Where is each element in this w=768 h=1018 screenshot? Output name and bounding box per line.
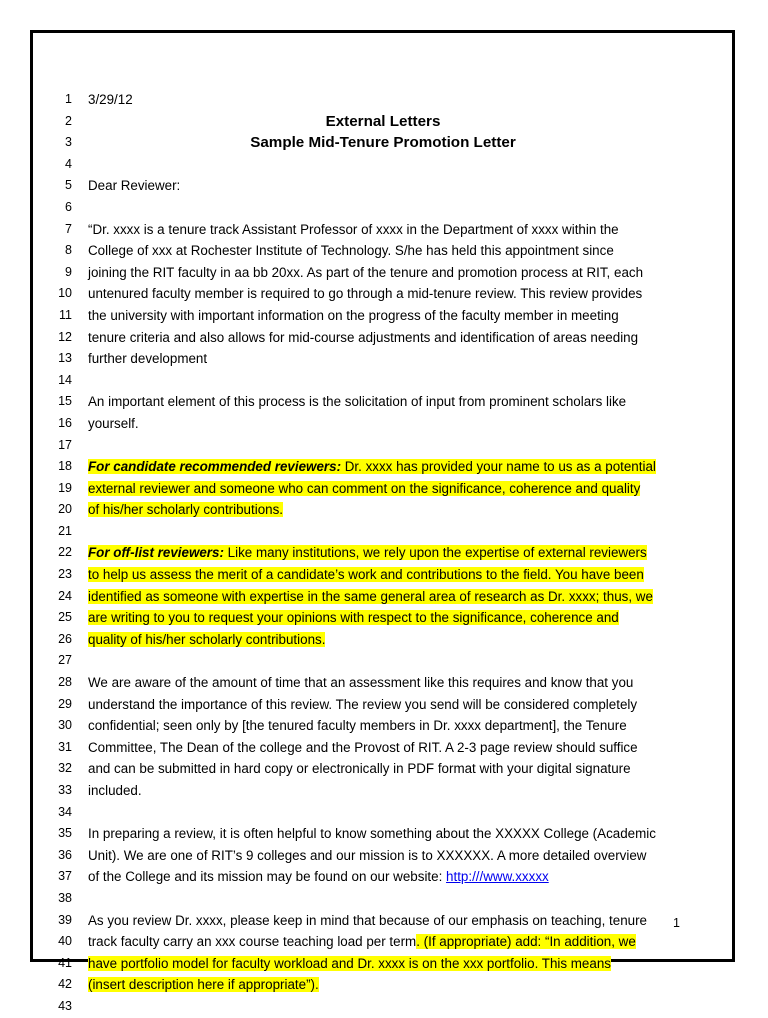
line-number: 21 (58, 523, 72, 538)
highlighted-text: (insert description here if appropriate”). (88, 977, 319, 993)
paragraph-line: An important element of this process is the solicitation of input from prominent scholars like (88, 394, 627, 410)
line-number: 18 (58, 459, 72, 474)
line-number: 15 (58, 394, 72, 409)
line-number: 34 (58, 804, 72, 819)
paragraph-line: Unit). We are one of RIT’s 9 colleges and our mission is to XXXXXX. A more detailed overview (88, 847, 647, 863)
paragraph-line: joining the RIT faculty in aa bb 20xx. As part of the tenure and promotion process at RIT, each (88, 264, 644, 280)
highlighted-line (88, 478, 678, 500)
paragraph-line: untenured faculty member is required to go through a mid-tenure review. This review provides (88, 286, 643, 302)
line-number: 16 (58, 415, 72, 430)
line-number: 30 (58, 718, 72, 733)
highlighted-line (88, 586, 678, 608)
paragraph-line: the university with important information on the progress of the faculty member in meeting (88, 307, 619, 323)
paragraph-line (88, 931, 678, 953)
line-number-gutter (50, 89, 72, 1018)
line-number: 5 (65, 178, 72, 193)
line-number: 42 (58, 977, 72, 992)
line-number: 6 (65, 199, 72, 214)
paragraph-line: Committee, The Dean of the college and the Provost of RIT. A 2-3 page review should suffice (88, 739, 638, 755)
line-number: 3 (65, 135, 72, 150)
line-number: 7 (65, 221, 72, 236)
line-number: 2 (65, 113, 72, 128)
line-number: 28 (58, 675, 72, 690)
line-number: 22 (58, 545, 72, 560)
line-number: 29 (58, 696, 72, 711)
line-number: 13 (58, 351, 72, 366)
highlighted-text: Like many institutions, we rely upon the expertise of external reviewers (223, 545, 647, 561)
letter-body (88, 89, 678, 1018)
paragraph-text: of the College and its mission may be found on our website: (88, 869, 447, 885)
highlighted-text: have portfolio model for faculty workload and Dr. xxxx is on the xxx portfolio. This means (88, 955, 611, 971)
line-number: 17 (58, 437, 72, 452)
line-number: 26 (58, 631, 72, 646)
line-number: 43 (58, 998, 72, 1013)
paragraph-line: In preparing a review, it is often helpful to know something about the XXXXX College (Academic (88, 826, 656, 842)
line-number: 4 (65, 156, 72, 171)
paragraph-line: further development (88, 351, 208, 367)
highlighted-line (88, 499, 678, 521)
salutation: Dear Reviewer: (88, 178, 181, 194)
line-number: 27 (58, 653, 72, 668)
line-number: 23 (58, 567, 72, 582)
website-link[interactable]: http:///www.xxxxx (446, 869, 549, 885)
paragraph-line: understand the importance of this review. The review you send will be considered completely (88, 696, 638, 712)
line-number: 39 (58, 912, 72, 927)
line-number: 20 (58, 502, 72, 517)
highlighted-line (88, 953, 678, 975)
highlighted-text: to help us assess the merit of a candidate’s work and contributions to the field. You have been (88, 567, 644, 583)
highlighted-text: of his/her scholarly contributions. (88, 502, 284, 518)
highlighted-line (88, 607, 678, 629)
highlighted-text: Dr. xxxx has provided your name to us as a potential (341, 459, 656, 475)
highlighted-line (88, 542, 678, 564)
page-subtitle: Sample Mid-Tenure Promotion Letter (250, 134, 516, 152)
line-number: 38 (58, 890, 72, 905)
line-number: 35 (58, 826, 72, 841)
paragraph-line (88, 866, 678, 888)
off-list-reviewers-label: For off-list reviewers: (88, 545, 224, 561)
paragraph-line: confidential; seen only by [the tenured faculty members in Dr. xxxx department], the Tenure (88, 718, 627, 734)
paragraph-line: and can be submitted in hard copy or electronically in PDF format with your digital signature (88, 761, 631, 777)
line-number: 33 (58, 783, 72, 797)
paragraph-line: included. (88, 783, 142, 798)
line-number: 25 (58, 610, 72, 625)
highlighted-line (88, 629, 678, 651)
line-number: 1 (65, 92, 72, 106)
paragraph-line: tenure criteria and also allows for mid-course adjustments and identification of areas needing (88, 329, 639, 345)
line-number: 37 (58, 869, 72, 884)
highlighted-line (88, 456, 678, 478)
line-number: 36 (58, 847, 72, 862)
highlighted-text: external reviewer and someone who can comment on the significance, coherence and quality (88, 480, 641, 496)
highlighted-text: identified as someone with expertise in the same general area of research as Dr. xxxx; thus, we (88, 588, 653, 604)
paragraph-line: As you review Dr. xxxx, please keep in mind that because of our emphasis on teaching, tenure (88, 912, 647, 928)
line-number: 19 (58, 480, 72, 495)
highlighted-line (88, 974, 678, 996)
line-number: 10 (58, 286, 72, 301)
page-number: 1 (673, 916, 680, 930)
line-number: 24 (58, 588, 72, 603)
highlighted-text: quality of his/her scholarly contributions. (88, 631, 326, 647)
candidate-reviewers-label: For candidate recommended reviewers: (88, 459, 342, 475)
paragraph-line: “Dr. xxxx is a tenure track Assistant Professor of xxxx in the Department of xxxx within the (88, 221, 619, 237)
line-number: 12 (58, 329, 72, 344)
highlighted-line (88, 564, 678, 586)
paragraph-line: We are aware of the amount of time that an assessment like this requires and know that you (88, 675, 634, 691)
date: 3/29/12 (88, 92, 133, 107)
line-number: 14 (58, 372, 72, 387)
line-number: 8 (65, 243, 72, 258)
paragraph-line: College of xxx at Rochester Institute of Technology. S/he has held this appointment since (88, 243, 614, 259)
line-number: 32 (58, 761, 72, 776)
highlighted-text: . (If appropriate) add: “In addition, we (416, 934, 636, 950)
line-number: 9 (65, 264, 72, 279)
paragraph-text: track faculty carry an xxx course teaching load per term (88, 934, 417, 950)
line-number: 40 (58, 934, 72, 949)
line-number: 31 (58, 739, 72, 754)
line-number: 11 (59, 307, 72, 322)
paragraph-line: yourself. (88, 415, 139, 431)
line-number: 41 (58, 955, 72, 970)
page-title: External Letters (325, 112, 441, 130)
highlighted-text: are writing to you to request your opinions with respect to the significance, coherence and (88, 610, 619, 626)
